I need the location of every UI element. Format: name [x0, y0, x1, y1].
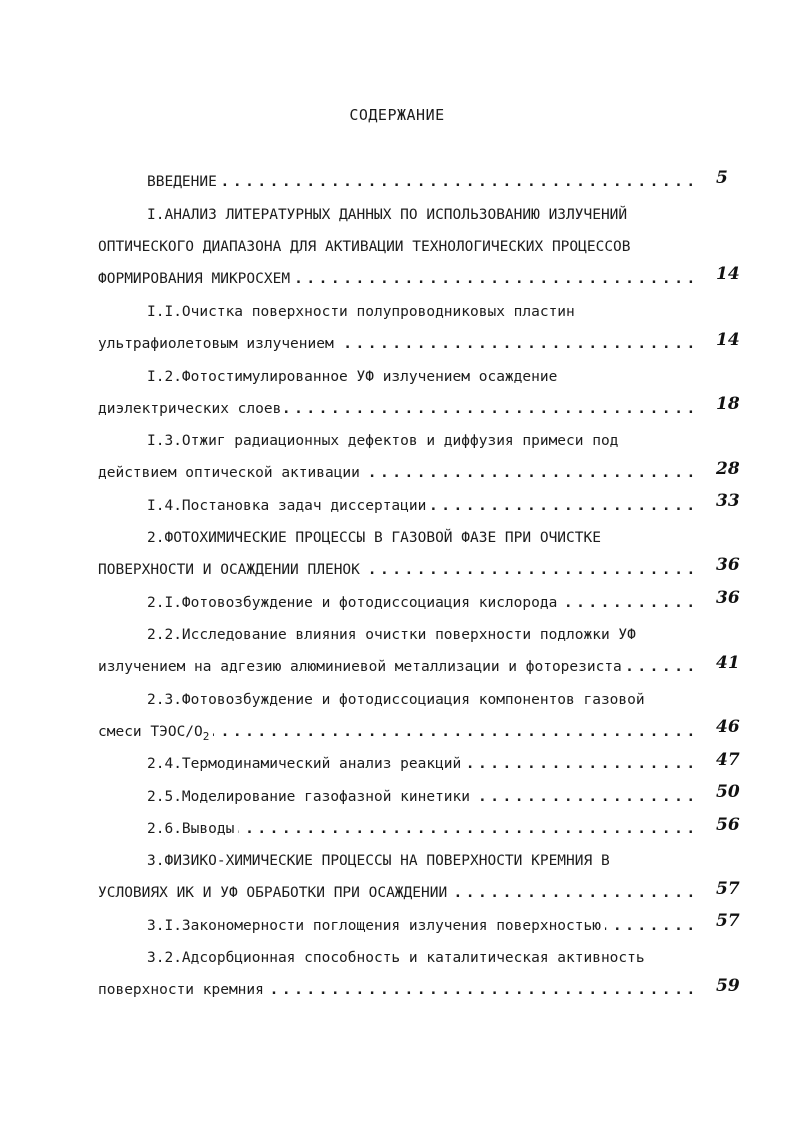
page-number: 18: [716, 394, 740, 414]
toc-entry-2-6: 2.6.Выводы . . .: [147, 819, 698, 839]
page-number: 14: [716, 264, 740, 284]
toc-entry-2-4: 2.4.Термодинамический анализ реакций . . .: [147, 754, 698, 774]
toc-entry-chapter-3-line-1: 3.ФИЗИКО-ХИМИЧЕСКИЕ ПРОЦЕССЫ НА ПОВЕРХНОСТИ КРЕМНИЯ В: [147, 853, 610, 869]
toc-entry-2-3-line-2: смеси ТЭОС/$О_2$ . . .: [98, 722, 698, 747]
subscript: 2: [202, 729, 210, 743]
toc-entry-3-2-line-2: поверхности кремния . . .: [98, 980, 698, 1000]
page-number: 41: [716, 653, 740, 673]
page-number: 36: [716, 555, 740, 575]
toc-entry-chapter-1-line-3: ФОРМИРОВАНИЯ МИКРОСХЕМ . . .: [98, 269, 698, 289]
toc-entry-chapter-2-line-2: ПОВЕРХНОСТИ И ОСАЖДЕНИИ ПЛЕНОК . . .: [98, 560, 698, 580]
page-number: 47: [716, 750, 740, 770]
page-title: СОДЕРЖАНИЕ: [349, 106, 445, 124]
page-number: 36: [716, 588, 740, 608]
toc-entry-chapter-3-line-2: УСЛОВИЯХ ИК И УФ ОБРАБОТКИ ПРИ ОСАЖДЕНИИ . . .: [98, 883, 698, 903]
toc-entry-2-2-line-1: 2.2.Исследование влияния очистки поверхности подложки УФ: [147, 627, 636, 643]
toc-entry-3-2-line-1: 3.2.Адсорбционная способность и каталитическая активность: [147, 950, 645, 966]
page-number: 46: [716, 717, 740, 737]
toc-entry-2-5: 2.5.Моделирование газофазной кинетики . . .: [147, 787, 698, 807]
toc-entry-2-1: 2.I.Фотовозбуждение и фотодиссоциация кислорода . . .: [147, 593, 698, 613]
page-number: 59: [716, 976, 740, 996]
toc-entry-2-3-line-1: 2.3.Фотовозбуждение и фотодиссоциация компонентов газовой: [147, 692, 645, 708]
page-number: 5: [716, 168, 728, 188]
toc-entry-1-4: I.4.Постановка задач диссертации . . .: [147, 496, 698, 516]
toc-entry-introduction: ВВЕДЕНИЕ . . .: [147, 172, 698, 192]
page-number: 33: [716, 491, 740, 511]
page-number: 50: [716, 782, 740, 802]
page-number: 56: [716, 815, 740, 835]
toc-entry-1-2-line-1: I.2.Фотостимулированное УФ излучением осаждение: [147, 369, 558, 385]
toc-entry-1-1-line-1: I.I.Очистка поверхности полупроводниковых пластин: [147, 304, 575, 320]
page-number: 57: [716, 879, 740, 899]
toc-entry-chapter-1-line-1: I.АНАЛИЗ ЛИТЕРАТУРНЫХ ДАННЫХ ПО ИСПОЛЬЗОВАНИЮ ИЗЛУЧЕНИЙ: [147, 207, 628, 223]
toc-entry-2-2-line-2: излучением на адгезию алюминиевой металлизации и фоторезиста . . .: [98, 657, 698, 677]
toc-entry-chapter-1-line-2: ОПТИЧЕСКОГО ДИАПАЗОНА ДЛЯ АКТИВАЦИИ ТЕХНОЛОГИЧЕСКИХ ПРОЦЕССОВ: [98, 239, 631, 255]
toc-entry-1-3-line-2: действием оптической активации . . .: [98, 463, 698, 483]
toc-entry-chapter-2-line-1: 2.ФОТОХИМИЧЕСКИЕ ПРОЦЕССЫ В ГАЗОВОЙ ФАЗЕ ПРИ ОЧИСТКЕ: [147, 530, 601, 546]
page-number: 28: [716, 459, 740, 479]
page-number: 14: [716, 330, 740, 350]
page-number: 57: [716, 911, 740, 931]
toc-entry-3-1: 3.I.Закономерности поглощения излучения поверхностью . . .: [147, 916, 698, 936]
toc-entry-1-2-line-2: диэлектрических слоев . . .: [98, 399, 698, 419]
toc-entry-1-3-line-1: I.3.Отжиг радиационных дефектов и диффузия примеси под: [147, 433, 619, 449]
toc-entry-1-1-line-2: ультрафиолетовым излучением . . .: [98, 334, 698, 354]
